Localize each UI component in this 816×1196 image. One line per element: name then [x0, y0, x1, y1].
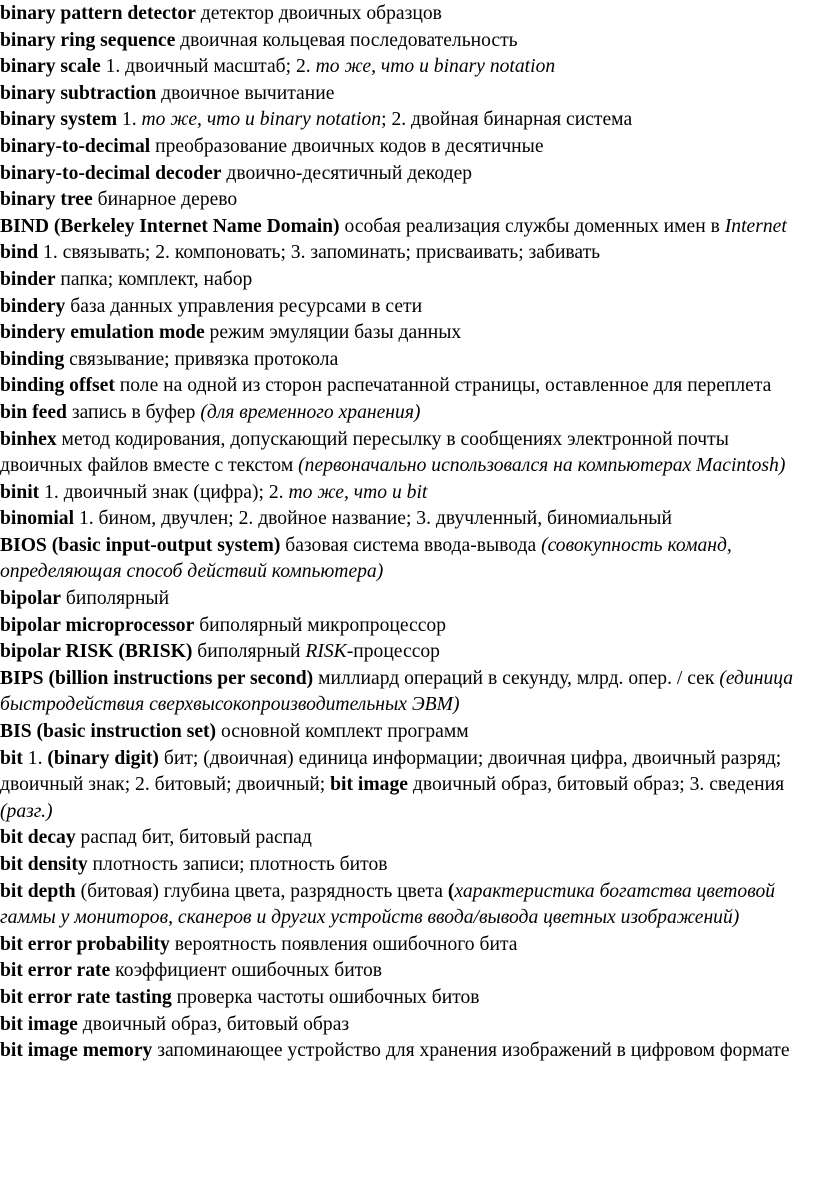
entry-term: bindery	[0, 295, 66, 317]
entry-term: binary-to-decimal decoder	[0, 162, 222, 184]
entry-term: bit depth	[0, 880, 76, 902]
dictionary-entry	[0, 958, 816, 985]
entry-term: bit decay	[0, 827, 76, 849]
dictionary-entry	[0, 134, 816, 161]
dictionary-entry	[0, 28, 816, 55]
entry-term: binding offset	[0, 375, 115, 397]
dictionary-entry	[0, 1038, 816, 1065]
entry-definition: бит; (двоичная) единица информации; двоичная цифра, двоичный разряд; двоичный знак; 2. битовый; двоичный;	[0, 747, 782, 796]
entry-definition: бинарное дерево	[92, 189, 238, 211]
entry-definition: режим эмуляции базы данных	[204, 322, 462, 344]
entry-term: BIOS (basic input-output system)	[0, 534, 281, 556]
entry-definition: преобразование двоичных кодов в десятичные	[150, 135, 544, 157]
entry-note: (для временного хранения)	[200, 401, 421, 423]
entry-term: binary system	[0, 109, 118, 131]
dictionary-entry	[0, 506, 816, 533]
entry-definition: детектор двоичных образцов	[195, 3, 442, 24]
entry-term-inline: (	[447, 880, 455, 902]
entry-definition: поле на одной из сторон распечатанной страницы, оставленное для переплета	[114, 375, 772, 397]
entry-term: binding	[0, 348, 65, 370]
entry-definition: двоичный образ, битовый образ; 3. сведения	[407, 774, 785, 796]
entry-definition: связывание; привязка протокола	[64, 348, 339, 370]
dictionary-entry	[0, 81, 816, 108]
entry-definition: проверка частоты ошибочных битов	[171, 986, 480, 1008]
dictionary-entry	[0, 1012, 816, 1039]
entry-note: то же, что и bit	[288, 481, 428, 503]
entry-term: binhex	[0, 428, 57, 450]
entry-definition: 1. двоичный знак (цифра); 2.	[39, 481, 289, 503]
entry-definition: -процессор	[346, 641, 440, 663]
dictionary-entry	[0, 1, 816, 28]
entry-term: bit error probability	[0, 933, 170, 955]
entry-note: то же, что и binary notation	[315, 56, 556, 78]
entry-term: binit	[0, 481, 40, 503]
entry-definition: 1. двоичный масштаб; 2.	[100, 56, 316, 78]
dictionary-entry	[0, 400, 816, 427]
entry-term: bind	[0, 242, 39, 264]
entry-definition: основной комплект программ	[216, 721, 469, 743]
dictionary-entry	[0, 746, 816, 826]
entry-definition: метод кодирования, допускающий пересылку в сообщениях электронной почты двоичных файлов вместе с текстом	[0, 428, 729, 477]
entry-note: характеристика богатства цветовой гаммы у мониторов, сканеров и других устройств ввода/вывода цветных изображений)	[0, 880, 776, 929]
entry-term: bit image memory	[0, 1040, 153, 1062]
dictionary-entry	[0, 852, 816, 879]
entry-definition: плотность записи; плотность битов	[87, 854, 388, 875]
dictionary-entry	[0, 294, 816, 321]
entry-definition: особая реализация службы доменных имен в	[339, 215, 725, 237]
entry-definition: биполярный	[60, 588, 170, 610]
entry-term: bit error rate tasting	[0, 986, 172, 1008]
entry-term: bipolar microprocessor	[0, 614, 195, 636]
entry-term: binder	[0, 268, 56, 290]
entry-note: RISK	[305, 641, 347, 663]
dictionary-entry	[0, 613, 816, 640]
dictionary-entry	[0, 639, 816, 666]
dictionary-entry	[0, 54, 816, 81]
entry-definition: база данных управления ресурсами в сети	[65, 295, 423, 317]
entry-term: bit image	[0, 1013, 78, 1035]
entry-definition: запоминающее устройство для хранения изображений в цифровом формате	[152, 1040, 790, 1062]
dictionary-entry	[0, 985, 816, 1012]
entry-term-inline: bit image	[330, 774, 408, 796]
dictionary-entry	[0, 187, 816, 214]
entry-term: binary scale	[0, 56, 101, 78]
entry-definition: двоично-десятичный декодер	[221, 162, 473, 184]
entry-note: то же, что и binary notation	[141, 109, 382, 131]
entry-term: binary ring sequence	[0, 29, 176, 51]
dictionary-entry	[0, 214, 816, 241]
entry-note: (совокупность команд, определяющая способ действий компьютера)	[0, 534, 732, 583]
dictionary-entry	[0, 533, 816, 586]
entry-definition: 1.	[22, 747, 48, 769]
dictionary-entry	[0, 373, 816, 400]
entry-term-inline: (binary digit)	[47, 747, 159, 769]
entry-definition: миллиард операций в секунду, млрд. опер. / сек	[313, 667, 720, 689]
dictionary-entry	[0, 161, 816, 188]
entry-definition: папка; комплект, набор	[55, 268, 253, 290]
entry-definition: ; 2. двойная бинарная система	[381, 109, 633, 131]
dictionary-entry	[0, 320, 816, 347]
dictionary-entry	[0, 240, 816, 267]
entry-term: bindery emulation mode	[0, 322, 205, 344]
entry-definition: запись в буфер	[66, 401, 201, 423]
entry-term: BIND (Berkeley Internet Name Domain)	[0, 215, 340, 237]
entry-term: bipolar	[0, 588, 61, 610]
entry-term: binary tree	[0, 189, 93, 211]
dictionary-entry	[0, 427, 816, 480]
entry-definition: биполярный	[192, 641, 306, 663]
entry-definition: 1. связывать; 2. компоновать; 3. запоминать; присваивать; забивать	[38, 242, 601, 264]
dictionary-entry	[0, 347, 816, 374]
dictionary-entry	[0, 666, 816, 719]
entry-note: (первоначально использовался на компьютерах Macintosh)	[298, 455, 786, 477]
entry-term: bit density	[0, 854, 88, 875]
entry-term: binary-to-decimal	[0, 135, 151, 157]
dictionary-entry	[0, 267, 816, 294]
entry-definition: распад бит, битовый распад	[75, 827, 312, 849]
entry-note: (единица быстродействия сверхвысокопроизводительных ЭВМ)	[0, 667, 794, 716]
dictionary-entry	[0, 107, 816, 134]
entry-definition: биполярный микропроцессор	[194, 614, 447, 636]
entry-note: Internet	[724, 215, 787, 237]
entry-term: BIPS (billion instructions per second)	[0, 667, 314, 689]
entry-definition: 1. бином, двучлен; 2. двойное название; 3. двучленный, биномиальный	[74, 508, 672, 530]
entry-term: binary subtraction	[0, 82, 157, 104]
entry-term: bipolar RISK (BRISK)	[0, 641, 193, 663]
entry-definition: двоичный образ, битовый образ	[77, 1013, 350, 1035]
entry-definition: двоичная кольцевая последовательность	[175, 29, 518, 51]
entry-definition: вероятность появления ошибочного бита	[169, 933, 518, 955]
dictionary-entry	[0, 879, 816, 932]
dictionary-entry	[0, 719, 816, 746]
entry-definition: базовая система ввода-вывода	[280, 534, 542, 556]
entry-term: bit error rate	[0, 960, 111, 982]
dictionary-entry	[0, 480, 816, 507]
dictionary-entry	[0, 932, 816, 959]
entry-definition: (битовая) глубина цвета, разрядность цвета	[75, 880, 448, 902]
entry-definition: коэффициент ошибочных битов	[110, 960, 383, 982]
entry-term: binary pattern detector	[0, 3, 196, 24]
dictionary-entry	[0, 586, 816, 613]
entry-term: bit	[0, 747, 23, 769]
entry-term: BIS (basic instruction set)	[0, 721, 217, 743]
dictionary-entry	[0, 825, 816, 852]
entry-definition: 1.	[117, 109, 142, 131]
entry-note: (разг.)	[0, 800, 53, 822]
entry-definition: двоичное вычитание	[156, 82, 335, 104]
entry-term: binomial	[0, 508, 75, 530]
entry-term: bin feed	[0, 401, 67, 423]
